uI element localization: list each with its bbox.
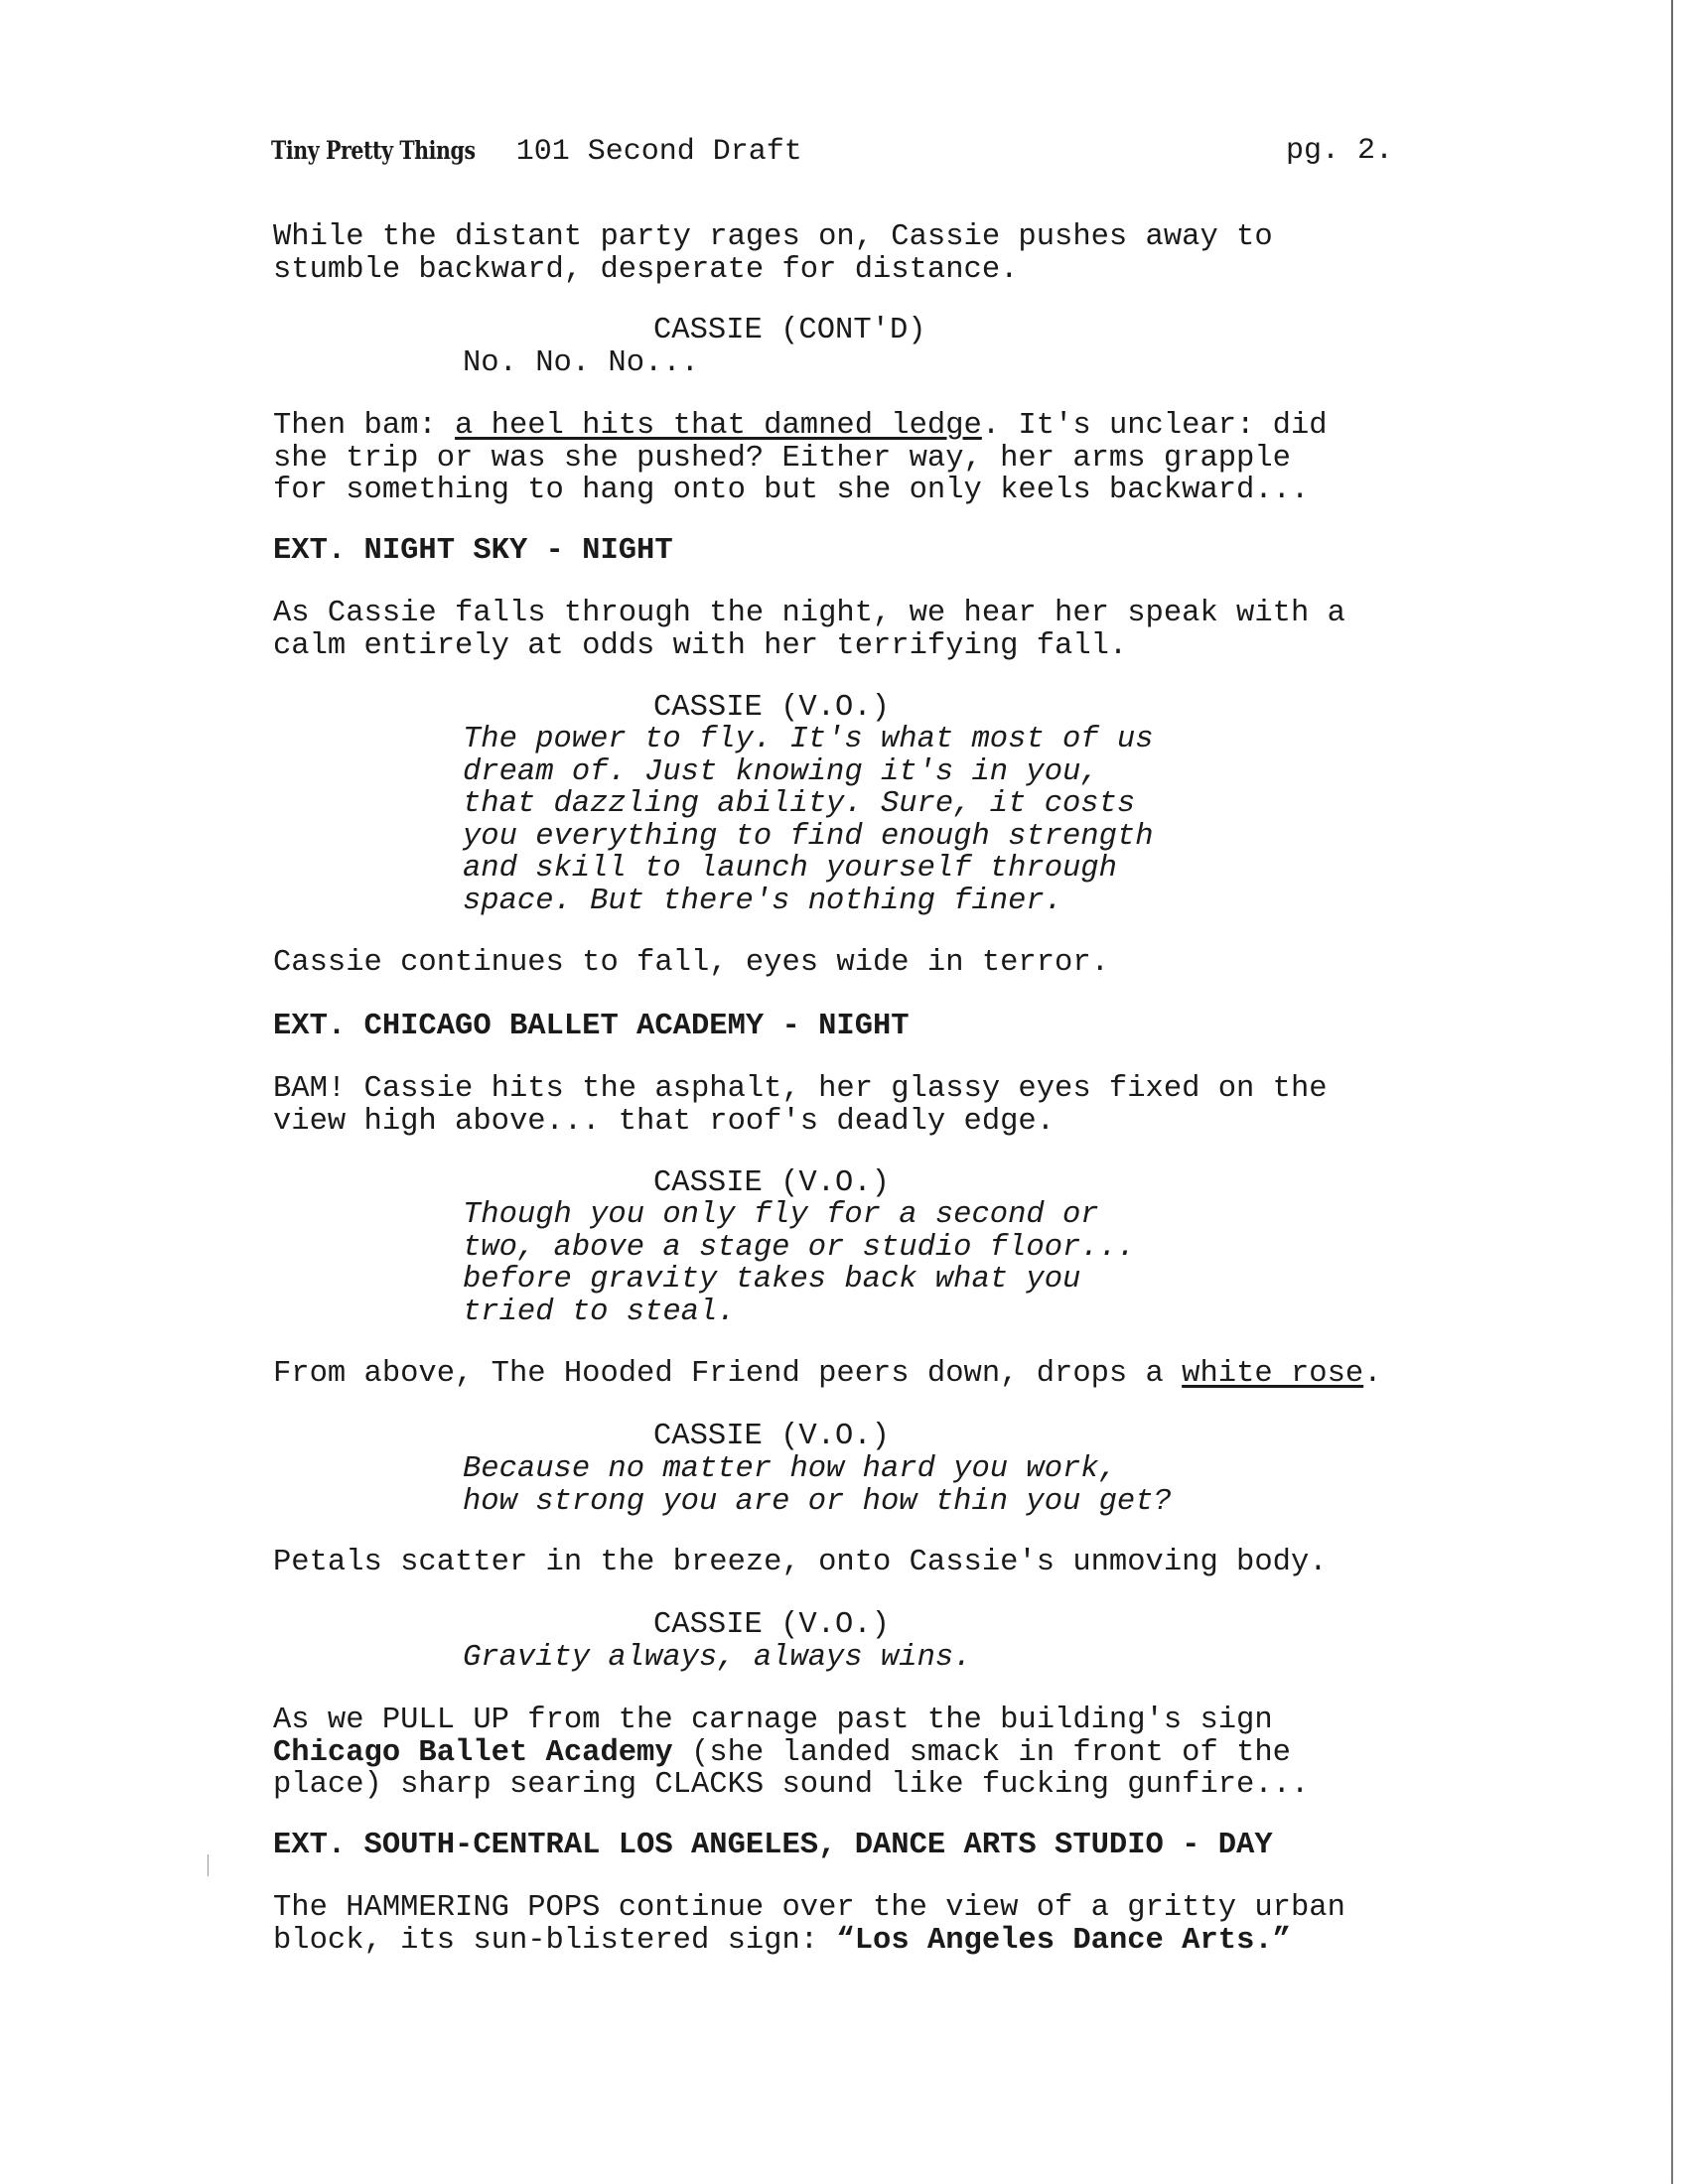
dialogue-line: two, above a stage or studio floor... <box>463 1230 1136 1265</box>
character-name: CASSIE (V.O.) <box>653 1608 890 1642</box>
action-block <box>273 1073 1328 1138</box>
dialogue-line: Because no matter how hard you work, <box>463 1452 1117 1486</box>
action-line: place) sharp searing CLACKS sound like fucking gunfire... <box>273 1768 1310 1802</box>
action-line: she trip or was she pushed? Either way, her arms grapple <box>273 441 1291 476</box>
dialogue-line: before gravity takes back what you <box>463 1263 1081 1297</box>
show-title: Tiny Pretty Things <box>271 136 476 165</box>
action-line: From above, The Hooded Friend peers down, drops a <box>273 1357 1183 1391</box>
action-line: calm entirely at odds with her terrifying fall. <box>273 628 1128 663</box>
action-line: Cassie continues to fall, eyes wide in terror. <box>273 946 1109 980</box>
action-line: for something to hang onto but she only keels backward... <box>273 474 1310 507</box>
dialogue-line: The power to fly. It's what most of us <box>463 723 1154 756</box>
page-number: pg. 2. <box>1285 134 1393 168</box>
action-line: As Cassie falls through the night, we hear her speak with a <box>273 597 1345 630</box>
bold-text: Chicago Ballet Academy <box>273 1735 673 1770</box>
dialogue-line: space. But there's nothing finer. <box>463 884 1062 918</box>
action-block <box>273 221 1273 286</box>
dialogue-block <box>463 1453 1172 1518</box>
scan-mark <box>208 1854 209 1876</box>
dialogue-line: you everything to find enough strength <box>463 819 1154 854</box>
action-block <box>273 1547 1328 1579</box>
dialogue-block <box>463 1199 1135 1328</box>
action-block <box>273 1358 1382 1391</box>
dialogue-block <box>463 1642 971 1675</box>
action-block <box>273 1892 1345 1957</box>
dialogue-block <box>463 724 1154 917</box>
bold-text: “Los Angeles Dance Arts.” <box>836 1923 1291 1958</box>
character-name: CASSIE (V.O.) <box>653 1420 890 1453</box>
underlined-text: a heel hits that damned ledge <box>455 409 982 443</box>
dialogue-line: Gravity always, always wins. <box>463 1641 972 1675</box>
dialogue-block <box>463 347 699 380</box>
action-line: While the distant party rages on, Cassie pushes away to <box>273 220 1273 254</box>
character-name: CASSIE (CONT'D) <box>653 314 926 347</box>
action-block <box>273 1705 1309 1802</box>
action-line: Petals scatter in the breeze, onto Cassie's unmoving body. <box>273 1546 1328 1579</box>
character-name: CASSIE (V.O.) <box>653 1166 890 1200</box>
action-line: view high above... that roof's deadly edge. <box>273 1104 1056 1139</box>
underlined-text: white rose <box>1182 1357 1364 1391</box>
episode-label: 101 Second Draft <box>497 135 802 169</box>
dialogue-line: No. No. No... <box>463 346 699 380</box>
scene-heading: EXT. NIGHT SKY - NIGHT <box>273 534 673 568</box>
action-line: . <box>1363 1357 1382 1391</box>
action-line: The HAMMERING POPS continue over the view of a gritty urban <box>273 1891 1345 1925</box>
action-line: BAM! Cassie hits the asphalt, her glassy eyes fixed on the <box>273 1072 1328 1106</box>
action-block <box>273 410 1328 507</box>
action-line: (she landed smack in front of the <box>672 1735 1291 1770</box>
dialogue-line: dream of. Just knowing it's in you, <box>463 754 1099 789</box>
action-line: stumble backward, desperate for distance. <box>273 252 1019 287</box>
action-line: Then bam: <box>273 409 456 443</box>
action-block <box>273 947 1109 980</box>
page-edge-shadow <box>1671 0 1673 2184</box>
scene-heading: EXT. CHICAGO BALLET ACADEMY - NIGHT <box>273 1010 910 1043</box>
scene-heading: EXT. SOUTH-CENTRAL LOS ANGELES, DANCE ARTS STUDIO - DAY <box>273 1829 1273 1862</box>
dialogue-line: that dazzling ability. Sure, it costs <box>463 787 1136 821</box>
action-line: block, its sun-blistered sign: <box>273 1923 837 1958</box>
dialogue-line: and skill to launch yourself through <box>463 852 1117 886</box>
page-header <box>271 129 1393 173</box>
character-name: CASSIE (V.O.) <box>653 691 890 725</box>
dialogue-line: Though you only fly for a second or <box>463 1198 1099 1232</box>
action-block <box>273 598 1345 662</box>
dialogue-line: tried to steal. <box>463 1295 736 1329</box>
dialogue-line: how strong you are or how thin you get? <box>463 1484 1172 1519</box>
action-line: . It's unclear: did <box>981 409 1328 443</box>
action-line: As we PULL UP from the carnage past the building's sign <box>273 1704 1273 1737</box>
